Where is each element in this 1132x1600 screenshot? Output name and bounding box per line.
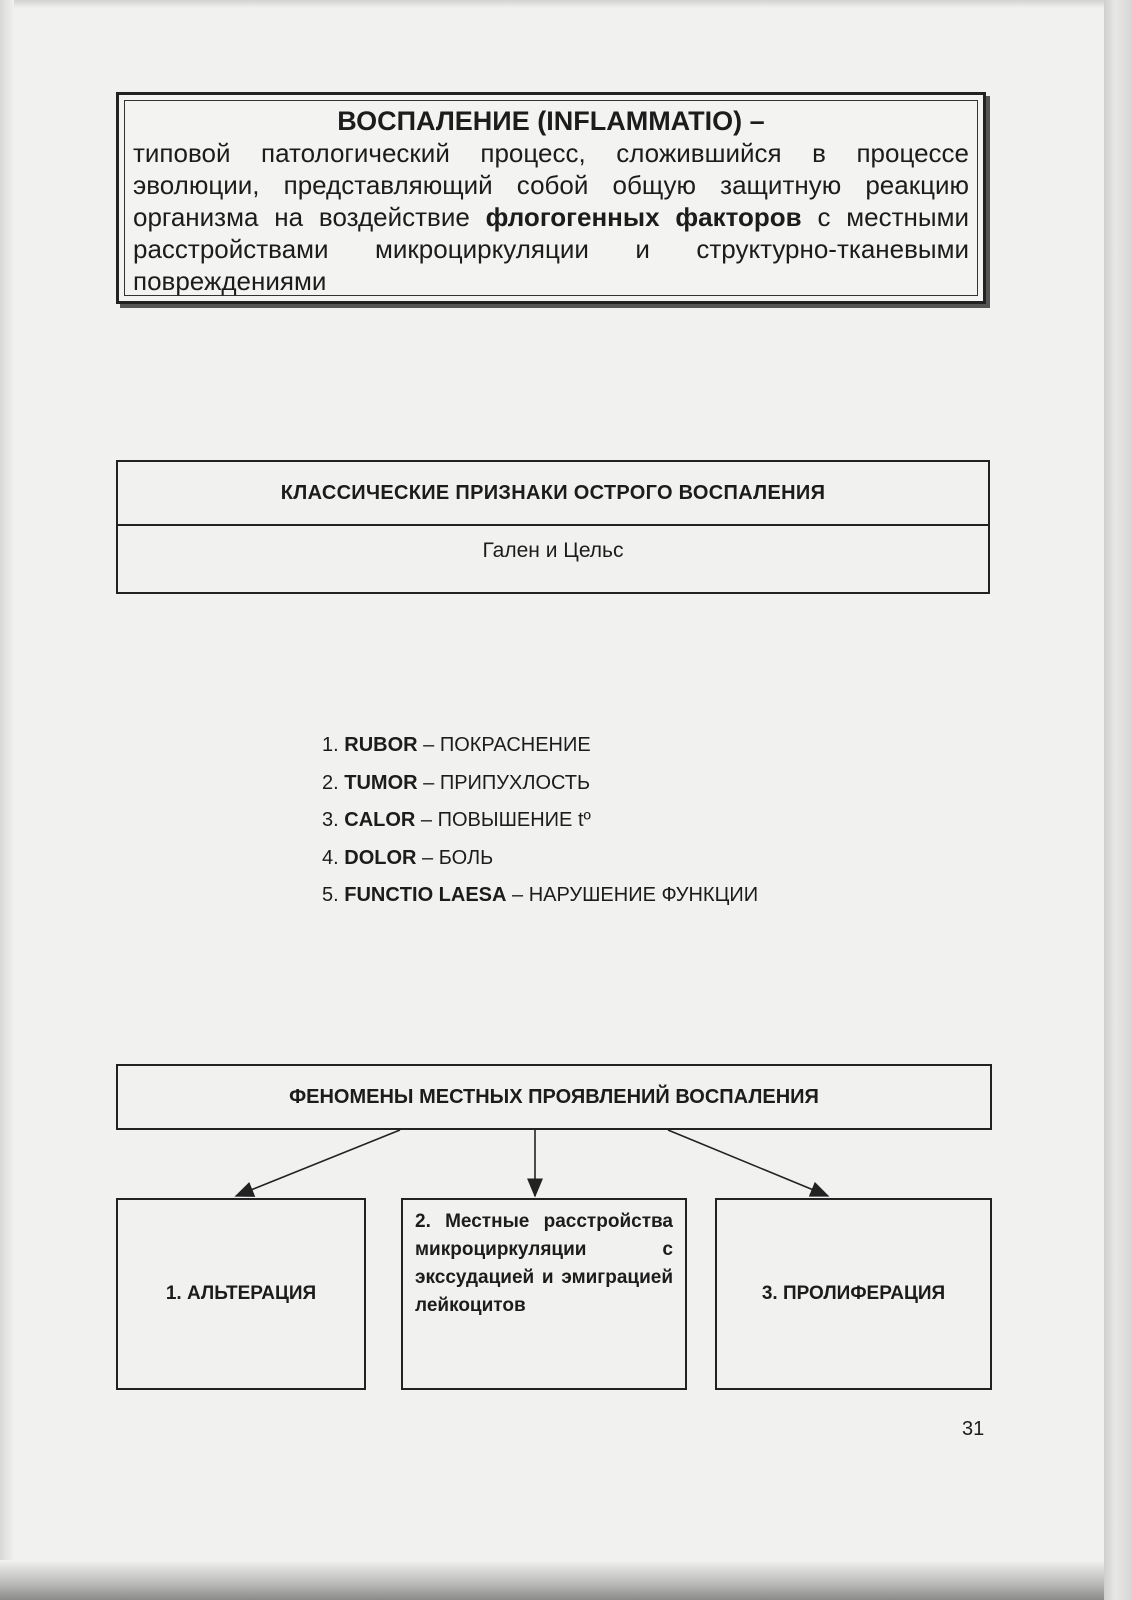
sign-russian: – ПОВЫШЕНИЕ tº xyxy=(415,809,591,831)
sign-russian: – НАРУШЕНИЕ ФУНКЦИИ xyxy=(506,884,759,906)
sign-item: 3. CALOR – ПОВЫШЕНИЕ tº xyxy=(322,809,591,831)
arrow-to-proliferation xyxy=(668,1130,828,1196)
sign-item: 2. TUMOR – ПРИПУХЛОСТЬ xyxy=(322,771,591,794)
sign-russian: – ПРИПУХЛОСТЬ xyxy=(417,771,591,794)
sign-latin: FUNCTIO LAESA xyxy=(344,884,507,906)
microcirculation-box xyxy=(401,1198,687,1390)
definition-text-part2: с местными расстройствами микроциркуляции и структурно-тканевыми повреждениями xyxy=(133,202,969,296)
page-edge-bottom xyxy=(0,1560,1104,1600)
page-edge-right xyxy=(1104,0,1132,1600)
alteration-box xyxy=(116,1198,366,1390)
sign-item: 5. FUNCTIO LAESA – НАРУШЕНИЕ ФУНКЦИИ xyxy=(322,884,759,906)
page-number: 31 xyxy=(962,1418,985,1440)
sign-latin: CALOR xyxy=(344,809,416,831)
definition-title: ВОСПАЛЕНИЕ (INFLAMMATIO) – xyxy=(337,106,765,136)
sign-russian: – БОЛЬ xyxy=(416,846,494,869)
alteration-label: 1. АЛЬТЕРАЦИЯ xyxy=(165,1283,317,1304)
phenomena-title: ФЕНОМЕНЫ МЕСТНЫХ ПРОЯВЛЕНИЙ ВОСПАЛЕНИЯ xyxy=(116,1064,992,1130)
sign-latin: DOLOR xyxy=(344,846,417,869)
classic-signs-authors: Гален и Цельс xyxy=(116,524,990,594)
definition-text-part1: типовой патологический процесс, сложившийся в процессе эволюции, представляющий собой общую защитную реакцию организма на воздействие xyxy=(133,138,969,232)
sign-item: 4. DOLOR – БОЛЬ xyxy=(322,846,494,869)
microcirculation-label: 2. Местные расстройства микроциркуляции с экссудацией и эмиграцией лейкоцитов xyxy=(415,1211,673,1316)
sign-latin: RUBOR xyxy=(344,734,418,756)
proliferation-label: 3. ПРОЛИФЕРАЦИЯ xyxy=(761,1283,946,1304)
sign-latin: TUMOR xyxy=(344,771,418,794)
definition-text-bold: флогогенных факторов xyxy=(485,202,802,232)
proliferation-box xyxy=(715,1198,992,1390)
sign-russian: – ПОКРАСНЕНИЕ xyxy=(417,734,591,756)
arrow-to-alteration xyxy=(236,1130,400,1196)
classic-signs-title: КЛАССИЧЕСКИЕ ПРИЗНАКИ ОСТРОГО ВОСПАЛЕНИЯ xyxy=(116,460,990,526)
sign-item: 1. RUBOR – ПОКРАСНЕНИЕ xyxy=(322,734,591,756)
